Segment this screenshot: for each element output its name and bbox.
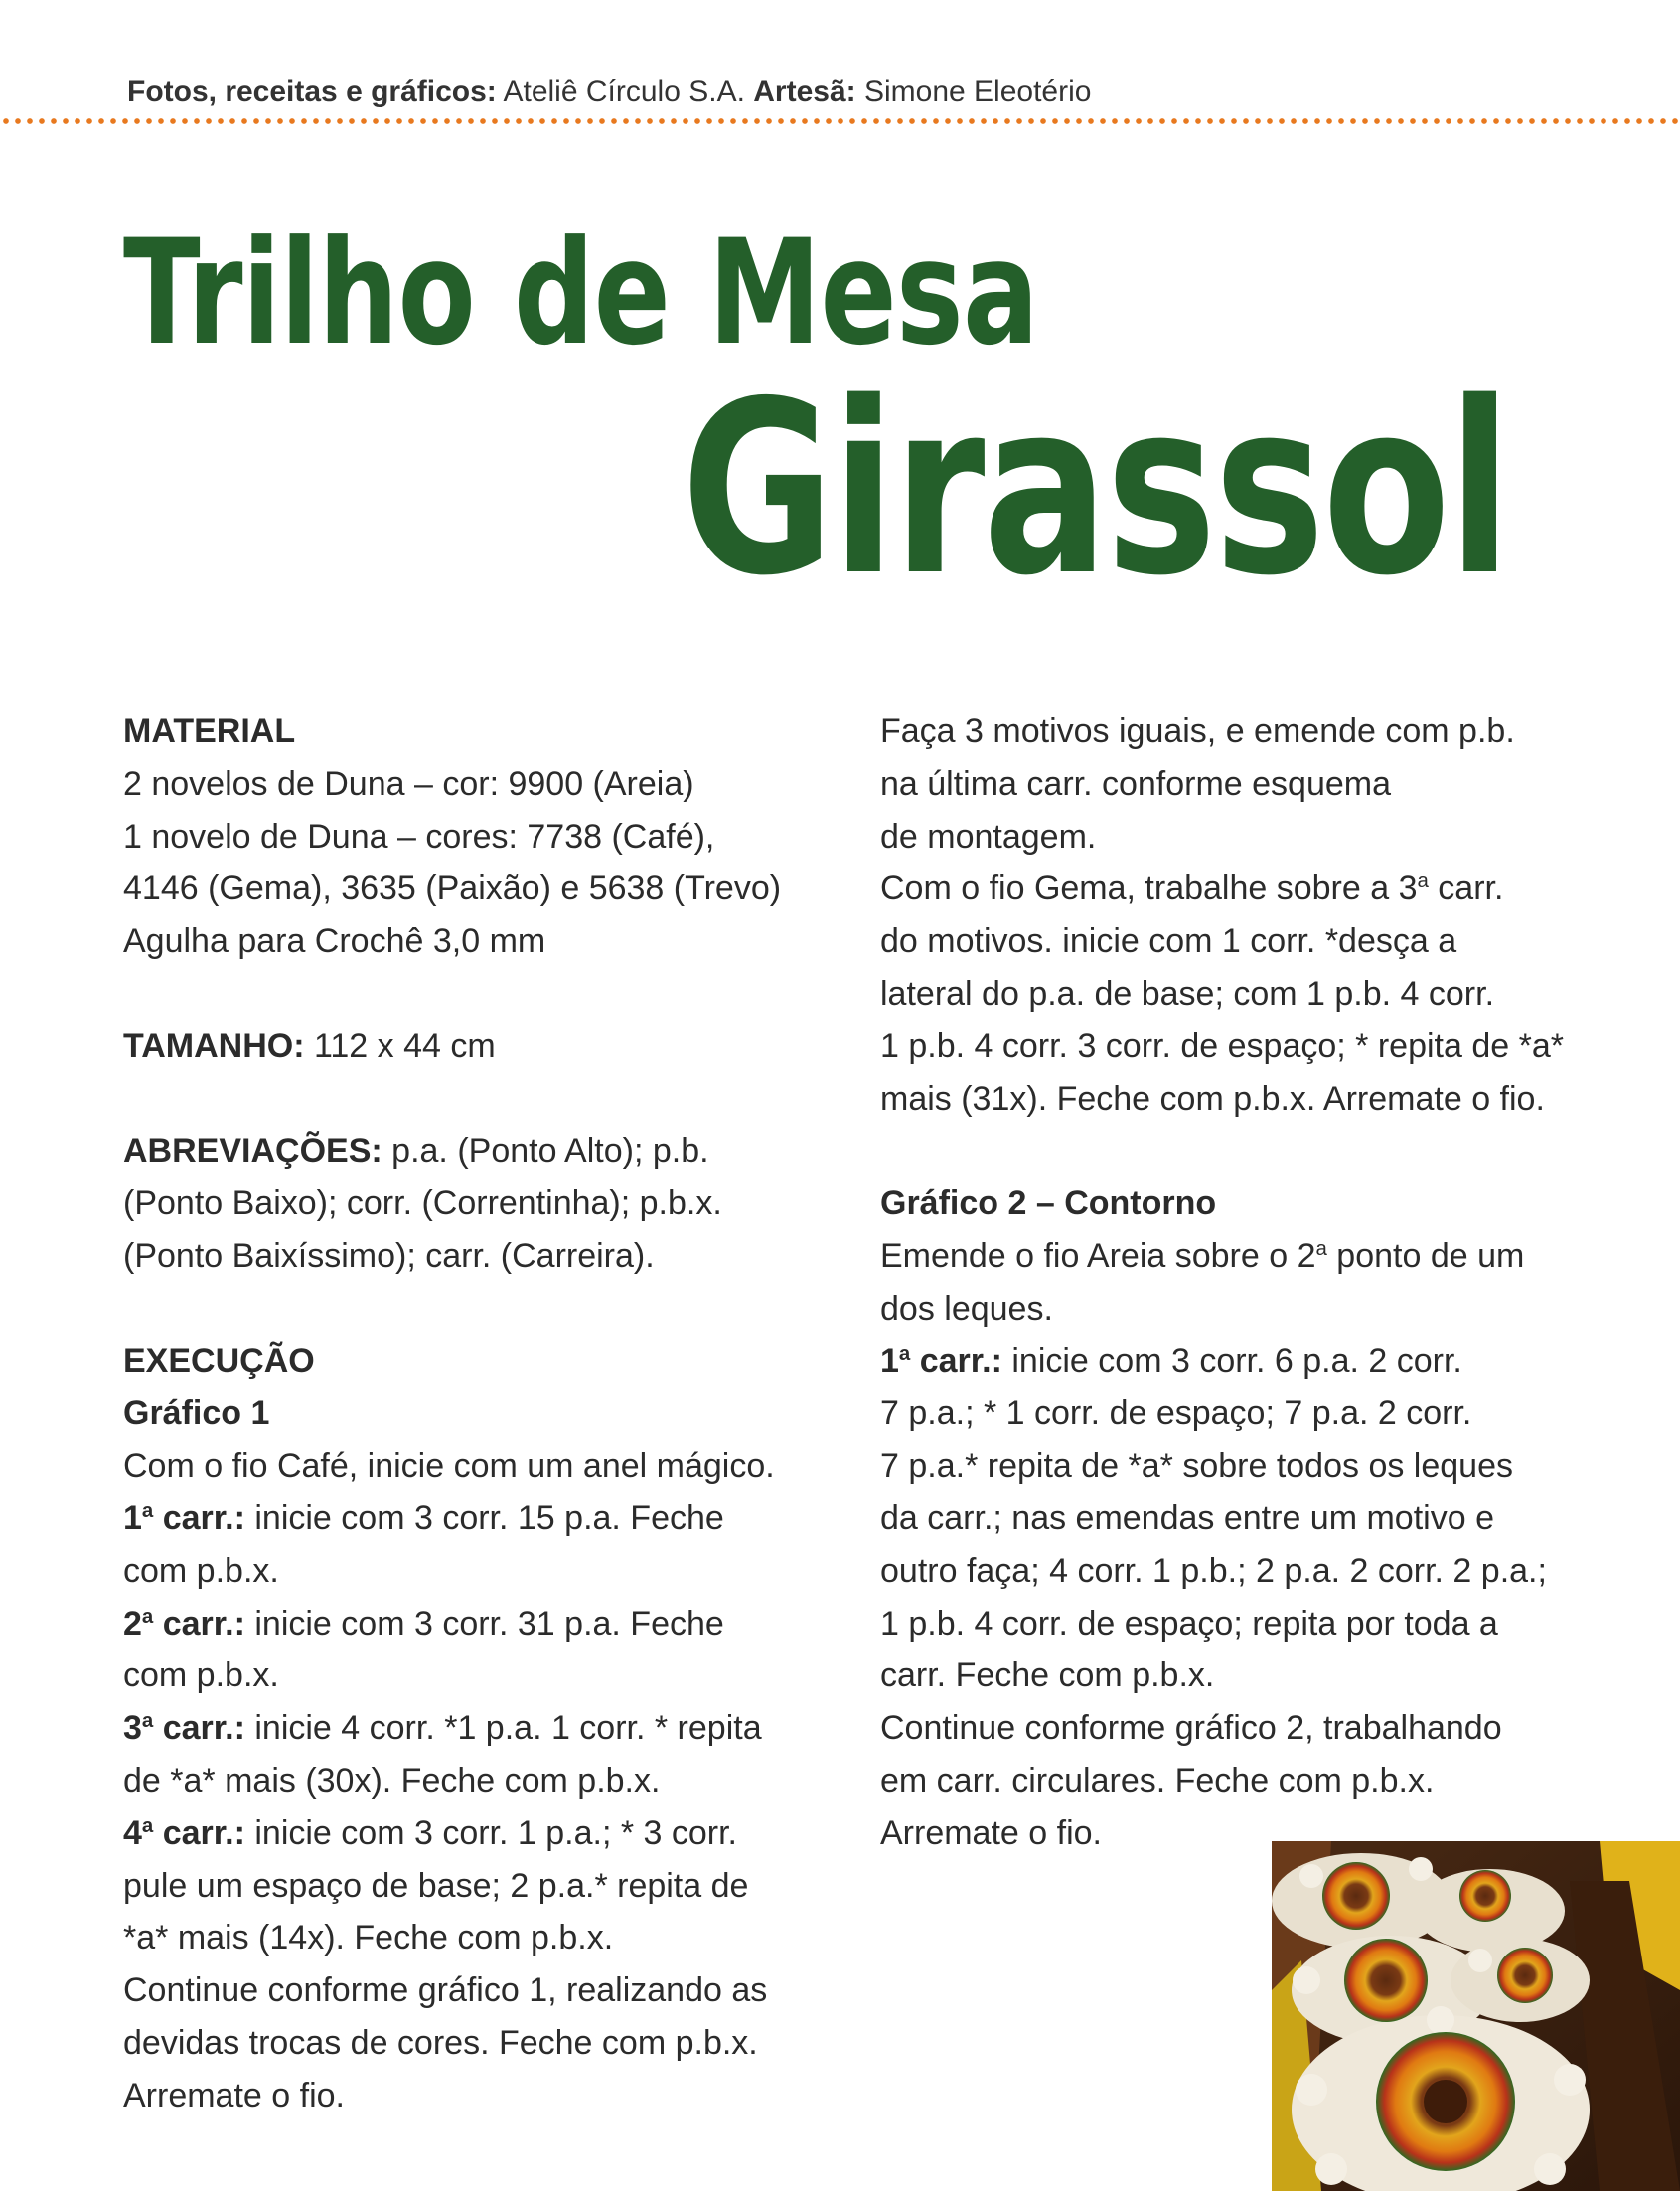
graph2-intro: Emende o fio Areia sobre o 2$^a$ ponto de um: [880, 1236, 1525, 1275]
gema-text: mais (31x). Feche com p.b.x. Arremate o fio.: [880, 1079, 1545, 1118]
assembly-text: de montagem.: [880, 817, 1097, 856]
size-line: [123, 1020, 819, 1073]
left-column: [123, 705, 819, 2122]
size-label: TAMANHO:: [123, 1026, 305, 1065]
material-item: Agulha para Crochê 3,0 mm: [123, 922, 546, 961]
round-3: 3$^a$ carr.: inicie 4 corr. *1 p.a. 1 corr. * repita: [123, 1709, 762, 1748]
contour-round-1-cont: da carr.; nas emendas entre um motivo e: [880, 1498, 1494, 1537]
gema-text: 1 p.b. 4 corr. 3 corr. de espaço; * repita de *a*: [880, 1026, 1564, 1065]
round-4: 4$^a$ carr.: inicie com 3 corr. 1 p.a.; * 3 corr.: [123, 1813, 738, 1852]
graph1-end: Continue conforme gráfico 1, realizando as: [123, 1971, 768, 2010]
gema-text: Com o fio Gema, trabalhe sobre a 3$^a$ carr.: [880, 869, 1504, 908]
material-item: 1 novelo de Duna – cores: 7738 (Café),: [123, 817, 715, 856]
dotted-divider: [0, 117, 1680, 125]
material-item: 2 novelos de Duna – cor: 9900 (Areia): [123, 764, 694, 803]
credits-line: [127, 76, 1091, 109]
graph1-end: devidas trocas de cores. Feche com p.b.x.: [123, 2023, 758, 2062]
graph2-end: Arremate o fio.: [880, 1813, 1102, 1852]
right-column: [880, 705, 1586, 1860]
round-4-cont: *a* mais (14x). Feche com p.b.x.: [123, 1919, 614, 1957]
gema-text: lateral do p.a. de base; com 1 p.b. 4 corr.: [880, 974, 1495, 1013]
credits-value: Ateliê Círculo S.A.: [503, 76, 745, 108]
contour-round-1-cont: outro faça; 4 corr. 1 p.b.; 2 p.a. 2 corr. 2 p.a.;: [880, 1551, 1547, 1590]
graph2-intro: dos leques.: [880, 1289, 1053, 1328]
artisan-value: Simone Eleotério: [863, 76, 1092, 108]
size-value: 112 x 44 cm: [314, 1026, 496, 1065]
table-runner-photo: [1272, 1841, 1680, 2191]
round-4-cont: pule um espaço de base; 2 p.a.* repita de: [123, 1866, 749, 1905]
assembly-text: na última carr. conforme esquema: [880, 764, 1392, 803]
material-heading: MATERIAL: [123, 712, 296, 750]
title-line-1: Trilho de Mesa: [123, 209, 1039, 378]
contour-round-1-cont: 7 p.a.* repita de *a* sobre todos os leques: [880, 1447, 1513, 1486]
contour-round-1-cont: 7 p.a.; * 1 corr. de espaço; 7 p.a. 2 corr.: [880, 1394, 1472, 1433]
assembly-text: Faça 3 motivos iguais, e emende com p.b.: [880, 712, 1515, 750]
gema-text: do motivos. inicie com 1 corr. *desça a: [880, 922, 1457, 961]
round-3-cont: de *a* mais (30x). Feche com p.b.x.: [123, 1761, 661, 1800]
graph1-intro: Com o fio Café, inicie com um anel mágico.: [123, 1447, 775, 1486]
artisan-label: Artesã:: [753, 76, 856, 108]
graph2-end: em carr. circulares. Feche com p.b.x.: [880, 1761, 1435, 1800]
graph1-end: Arremate o fio.: [123, 2076, 345, 2114]
contour-round-1: 1$^a$ carr.: inicie com 3 corr. 6 p.a. 2 corr.: [880, 1341, 1462, 1380]
round-2: 2$^a$ carr.: inicie com 3 corr. 31 p.a. Feche: [123, 1604, 724, 1643]
abbr-text: (Ponto Baixo); corr. (Correntinha); p.b.x.: [123, 1184, 722, 1223]
material-item: 4146 (Gema), 3635 (Paixão) e 5638 (Trevo): [123, 869, 782, 908]
abbr-line: [123, 1125, 819, 1177]
graph2-end: Continue conforme gráfico 2, trabalhando: [880, 1709, 1502, 1748]
graph2-heading: Gráfico 2 – Contorno: [880, 1184, 1217, 1223]
round-2-cont: com p.b.x.: [123, 1656, 279, 1695]
title-line-2: Girassol: [682, 350, 1510, 628]
graph1-heading: Gráfico 1: [123, 1394, 270, 1433]
abbr-label: ABREVIAÇÕES:: [123, 1132, 382, 1171]
abbr-text: p.a. (Ponto Alto); p.b.: [391, 1132, 709, 1171]
execution-heading: EXECUÇÃO: [123, 1341, 315, 1380]
contour-round-1-cont: 1 p.b. 4 corr. de espaço; repita por toda a: [880, 1604, 1498, 1643]
credits-label: Fotos, receitas e gráficos:: [127, 76, 497, 108]
contour-round-1-cont: carr. Feche com p.b.x.: [880, 1656, 1215, 1695]
round-1: 1$^a$ carr.: inicie com 3 corr. 15 p.a. Feche: [123, 1498, 724, 1537]
round-1-cont: com p.b.x.: [123, 1551, 279, 1590]
abbr-text: (Ponto Baixíssimo); carr. (Carreira).: [123, 1236, 655, 1275]
